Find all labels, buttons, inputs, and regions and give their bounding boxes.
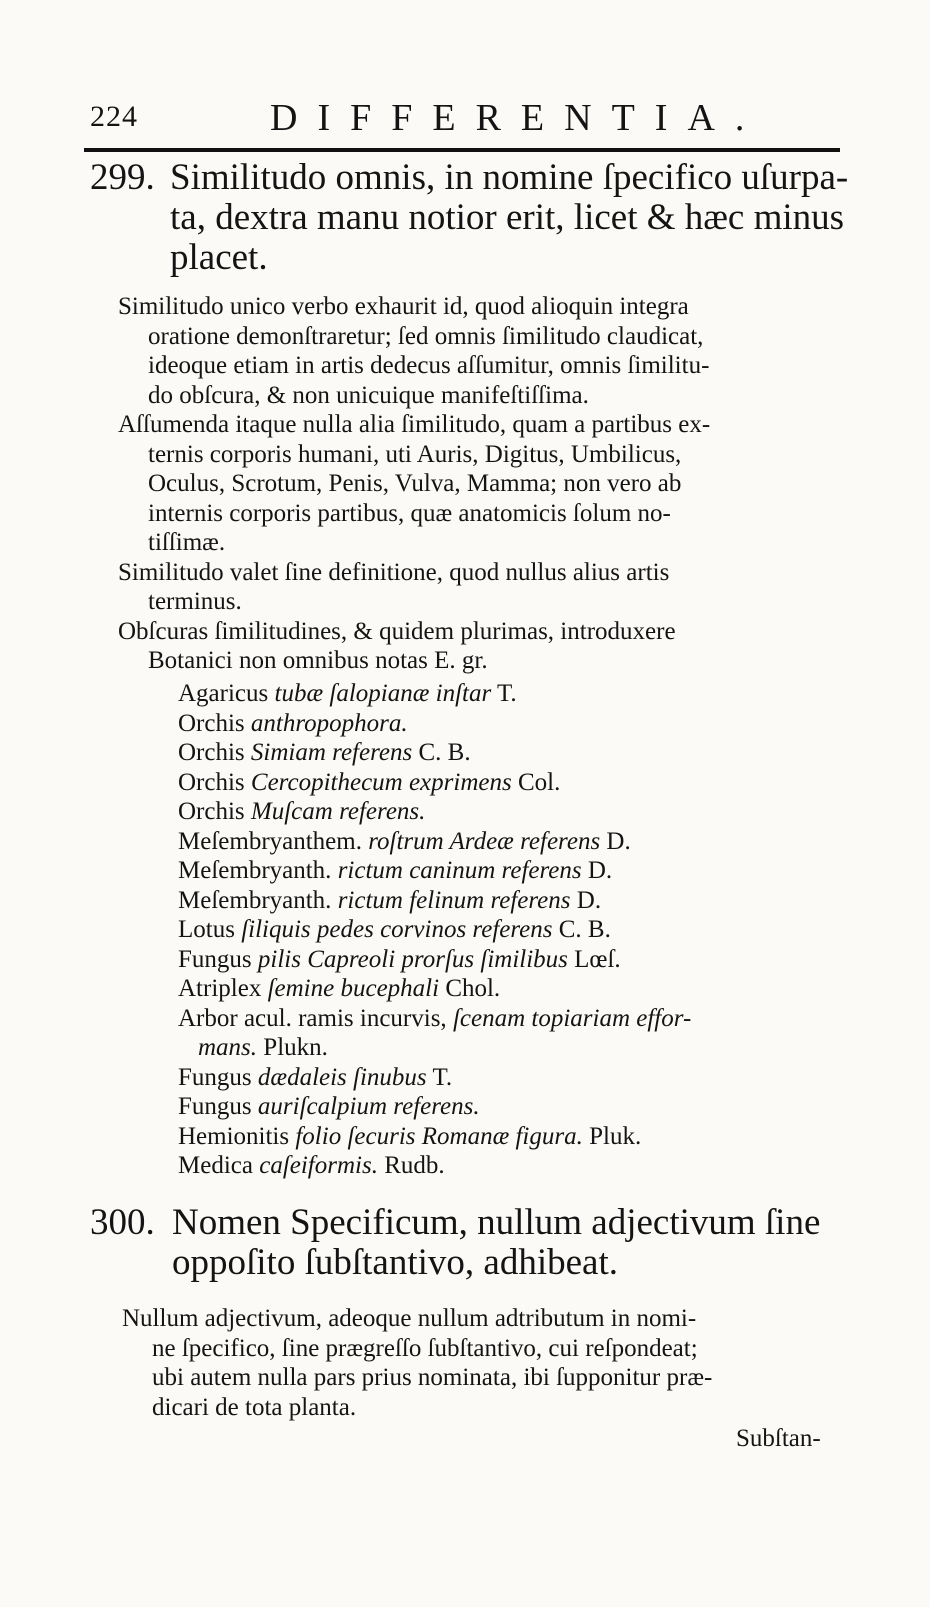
plant-name: Meſembryanth. (178, 886, 332, 914)
plant-name: Fungus (178, 1093, 252, 1120)
author-abbreviation: D. (606, 827, 631, 855)
commentary-line: do obſcura, & non unicuique manifeſtiſſima. (148, 381, 589, 409)
commentary-line: ubi autem nulla pars prius nominata, ibi ſupponitur præ- (152, 1364, 713, 1391)
commentary-line: Obſcuras ſimilitudines, & quidem plurimas, introduxere (118, 617, 676, 645)
commentary-line: Similitudo unico verbo exhaurit id, quod alioquin integra (118, 293, 689, 320)
aphorism-line: ta, dextra manu notior erit, licet & hæc minus (170, 197, 845, 238)
author-abbreviation: Rudb. (384, 1152, 445, 1179)
example-entry (178, 1151, 858, 1181)
running-title: DIFFERENTIA. (270, 97, 765, 139)
author-abbreviation: T. (432, 1063, 453, 1091)
plant-descriptor: rictum caninum referens (337, 857, 582, 884)
plant-descriptor: pilis Capreoli prorſus ſimilibus (257, 945, 568, 973)
aphorism-number: 300. (90, 1202, 155, 1243)
author-abbreviation: C. B. (418, 739, 471, 766)
commentary-line: oratione demonſtraretur; ſed omnis ſimilitudo claudicat, (148, 322, 704, 350)
example-entry (178, 945, 858, 975)
plant-name: Fungus (178, 945, 252, 973)
example-entry (178, 738, 858, 768)
commentary-line: Botanici non omnibus notas E. gr. (148, 647, 488, 674)
example-entry (178, 1063, 858, 1093)
commentary-line: tiſſimæ. (148, 529, 226, 556)
example-entry (178, 768, 858, 798)
plant-name: Orchis (178, 709, 245, 737)
plant-descriptor: Cercopithecum exprimens (250, 768, 512, 796)
author-abbreviation: Plukn. (263, 1034, 328, 1061)
aphorism-line: Nomen Specificum, nullum adjectivum ſine (172, 1202, 821, 1243)
plant-descriptor: Simiam referens (250, 739, 413, 766)
plant-descriptor: roſtrum Ardeæ referens (368, 827, 601, 855)
commentary-line: dicari de tota planta. (152, 1393, 357, 1421)
example-entry (178, 679, 858, 709)
plant-descriptor: auriſcalpium referens. (257, 1093, 480, 1120)
plant-name: Orchis (178, 739, 245, 766)
plant-descriptor: rictum felinum referens (337, 886, 571, 914)
plant-name: Agaricus (178, 680, 269, 707)
plant-name: Fungus (178, 1063, 252, 1091)
commentary-299 (118, 292, 858, 676)
plant-descriptor: ſemine bucephali (267, 975, 440, 1002)
plant-descriptor: ſcenam topiariam effor- (452, 1004, 692, 1032)
author-abbreviation: T. (497, 680, 517, 707)
example-entry (178, 827, 858, 857)
example-entry (178, 915, 858, 945)
plant-descriptor: anthropophora. (250, 709, 408, 737)
plant-descriptor: Muſcam referens. (250, 798, 426, 825)
aphorism-line: Similitudo omnis, in nomine ſpecifico uſurpa- (170, 157, 849, 198)
example-entry (178, 1033, 858, 1063)
plant-name: Hemionitis (178, 1122, 290, 1150)
author-abbreviation: C. B. (558, 916, 611, 943)
author-abbreviation: Chol. (445, 975, 501, 1002)
author-abbreviation: Col. (517, 768, 561, 796)
plant-descriptor: dædaleis ſinubus (257, 1063, 427, 1091)
commentary-line: Similitudo valet ſine definitione, quod nullus alius artis (118, 558, 670, 586)
plant-name: Meſembryanth. (178, 857, 332, 884)
plant-name: Orchis (178, 768, 245, 796)
plant-name: Arbor acul. ramis incurvis, (178, 1004, 447, 1032)
commentary-line: terminus. (148, 588, 242, 615)
header-rule (84, 148, 840, 152)
example-entry (178, 709, 858, 739)
author-abbreviation: D. (587, 857, 613, 884)
plant-descriptor: folio ſecuris Romanæ figura. (295, 1122, 583, 1150)
commentary-line: ideoque etiam in artis dedecus aſſumitur, omnis ſimilitu- (148, 352, 710, 379)
commentary-300 (122, 1304, 862, 1422)
example-entry (178, 797, 858, 827)
aphorism-text (172, 1203, 852, 1283)
commentary-line: ternis corporis humani, uti Auris, Digitus, Umbilicus, (148, 440, 682, 468)
plant-name: Orchis (178, 798, 245, 825)
example-entry (178, 974, 858, 1004)
aphorism-line: oppoſito ſubſtantivo, adhibeat. (172, 1242, 618, 1283)
aphorism-number: 299. (90, 157, 155, 198)
plant-name: Lotus (178, 916, 235, 943)
plant-descriptor: ſiliquis pedes corvinos referens (241, 916, 553, 943)
author-abbreviation: D. (576, 886, 602, 914)
commentary-line: Oculus, Scrotum, Penis, Vulva, Mamma; non vero ab (148, 470, 682, 497)
plant-descriptor: mans. (198, 1034, 258, 1061)
plant-name: Atriplex (178, 975, 262, 1002)
commentary-line: internis corporis partibus, quæ anatomicis ſolum no- (148, 499, 671, 527)
plant-name: Meſembryanthem. (178, 827, 362, 855)
commentary-line: ne ſpecifico, ſine prægreſſo ſubſtantivo, cui reſpondeat; (152, 1334, 698, 1362)
plant-name: Medica (178, 1152, 253, 1179)
catchword: Subſtan- (736, 1425, 821, 1452)
examples-list (178, 679, 858, 1181)
commentary-line: Nullum adjectivum, adeoque nullum adtributum in nomi- (122, 1305, 697, 1332)
author-abbreviation: Pluk. (589, 1122, 642, 1150)
commentary-line: Aſſumenda itaque nulla alia ſimilitudo, quam a partibus ex- (118, 411, 711, 438)
aphorism-line: placet. (170, 237, 268, 278)
example-entry (178, 856, 858, 886)
plant-descriptor: tubæ ſalopianæ inſtar (274, 680, 492, 707)
example-entry (178, 1122, 858, 1152)
example-entry (178, 1092, 858, 1122)
page-number: 224 (90, 100, 138, 133)
plant-descriptor: caſeiformis. (259, 1152, 378, 1179)
aphorism-text (170, 158, 850, 278)
example-entry (178, 886, 858, 916)
page-header (90, 97, 850, 140)
author-abbreviation: Lœſ. (574, 945, 621, 973)
example-entry (178, 1004, 858, 1034)
